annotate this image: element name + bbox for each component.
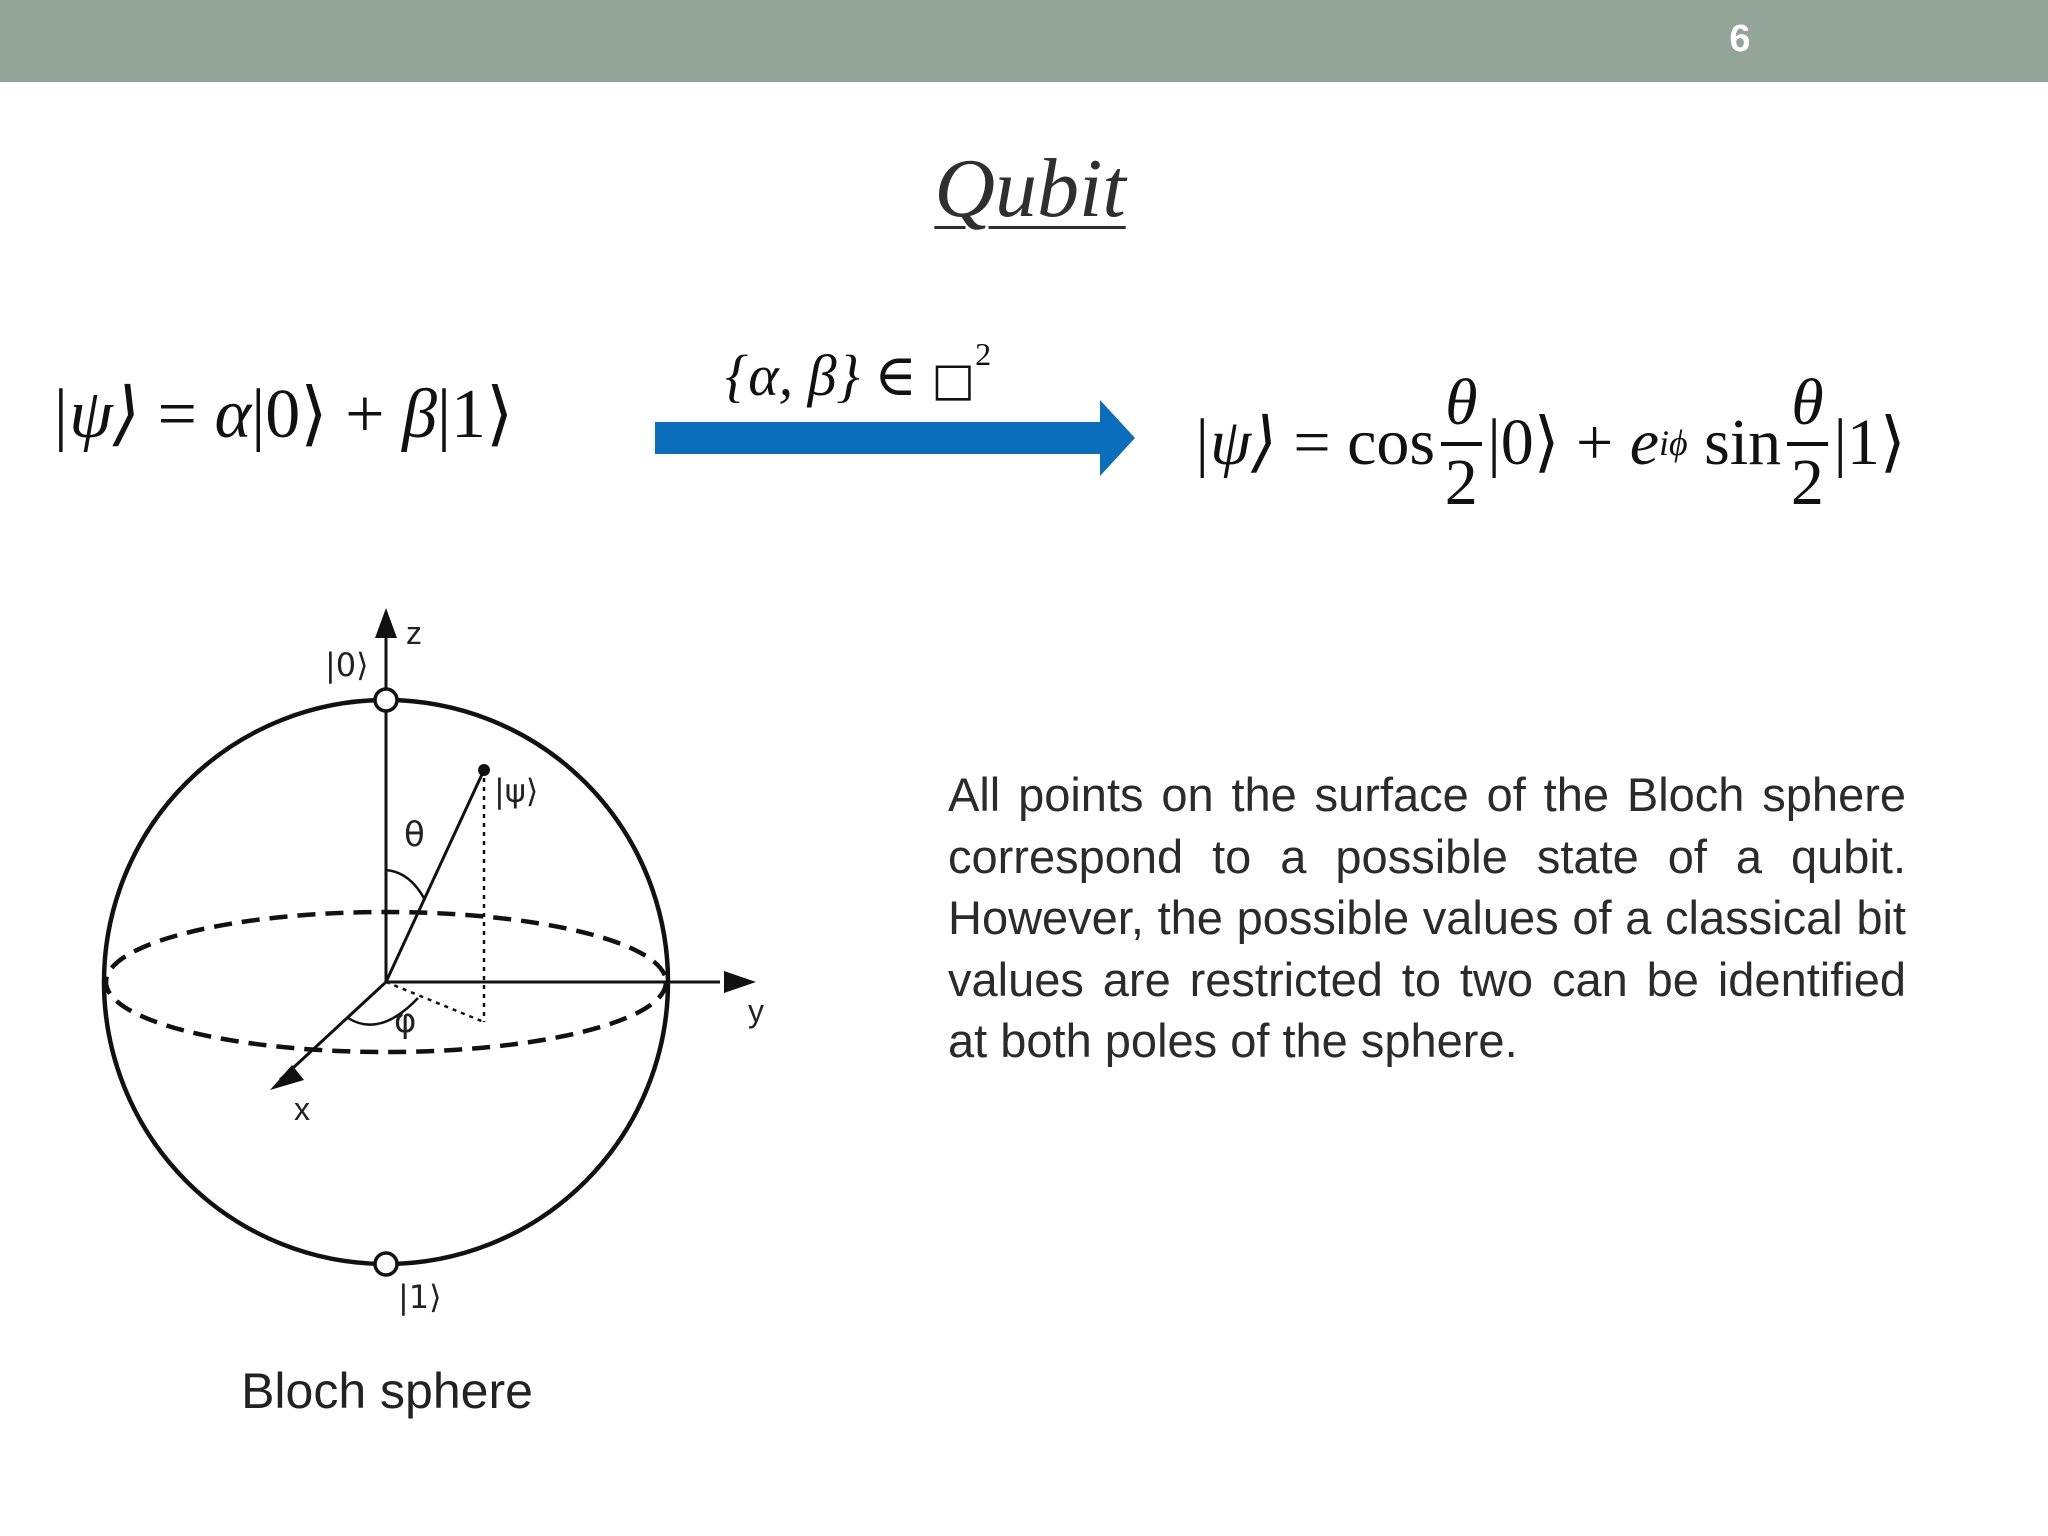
north-pole-marker [375, 689, 397, 711]
ket-zero-right: |0⟩ [1487, 406, 1560, 479]
sin-word: sin [1687, 406, 1782, 479]
bloch-caption: Bloch sphere [241, 1363, 533, 1419]
label-y: y [748, 993, 764, 1029]
fraction-theta-half-1 [1441, 366, 1481, 519]
ket-one: |1⟩ [436, 376, 514, 453]
slide-number: 6 [1729, 18, 1751, 60]
psi-vector [386, 770, 484, 982]
frac-numerator-2: θ [1787, 370, 1827, 446]
label-psi: |ψ⟩ [494, 772, 539, 810]
label-x: x [294, 1091, 310, 1127]
equation-right [1192, 366, 1906, 519]
south-pole-marker [375, 1253, 397, 1275]
ket-zero: |0⟩ [251, 376, 328, 453]
condition-set: {α, β} ∈ [725, 343, 918, 408]
ket-psi: |ψ⟩ [50, 376, 141, 453]
equals-sign: = [140, 376, 215, 453]
exp-power: iϕ [1659, 423, 1688, 463]
label-z: z [406, 615, 422, 651]
equals-cos: = cos [1276, 406, 1436, 479]
plus-right: + [1559, 406, 1630, 479]
y-axis-arrowhead [724, 971, 756, 993]
ket-one-right: |1⟩ [1833, 406, 1906, 479]
exp-base: e [1629, 406, 1660, 479]
beta-symbol: β [402, 376, 437, 453]
z-axis-arrowhead [375, 608, 397, 638]
arrow-condition [725, 336, 992, 408]
slide-title: Qubit [934, 142, 1126, 235]
x-axis [280, 982, 386, 1080]
label-theta: θ [404, 815, 425, 855]
right-arrow-icon [655, 400, 1135, 476]
label-ket1: |1⟩ [398, 1278, 442, 1316]
equation-left [50, 376, 514, 453]
condition-box: □ [931, 352, 976, 406]
plus-sign: + [327, 376, 403, 453]
frac-denominator-2: 2 [1790, 446, 1824, 519]
alpha-symbol: α [214, 376, 252, 453]
ket-psi-right: |ψ⟩ [1192, 406, 1277, 479]
theta-arc [386, 870, 425, 900]
top-bar [0, 0, 2048, 82]
frac-numerator: θ [1441, 370, 1481, 446]
label-phi: φ [394, 1001, 417, 1041]
condition-power: 2 [975, 336, 992, 372]
frac-denominator: 2 [1444, 446, 1478, 519]
x-axis-arrowhead [270, 1065, 304, 1090]
description-text: All points on the surface of the Bloch sphere correspond to a possible state of a qubit. However, the possible values of a classical bit values are restricted to two can be identified at both poles of the sphere. [948, 768, 1906, 1067]
label-ket0: |0⟩ [325, 646, 369, 684]
bloch-sphere-diagram [80, 590, 800, 1350]
fraction-theta-half-2 [1787, 366, 1827, 519]
psi-point [478, 764, 490, 776]
